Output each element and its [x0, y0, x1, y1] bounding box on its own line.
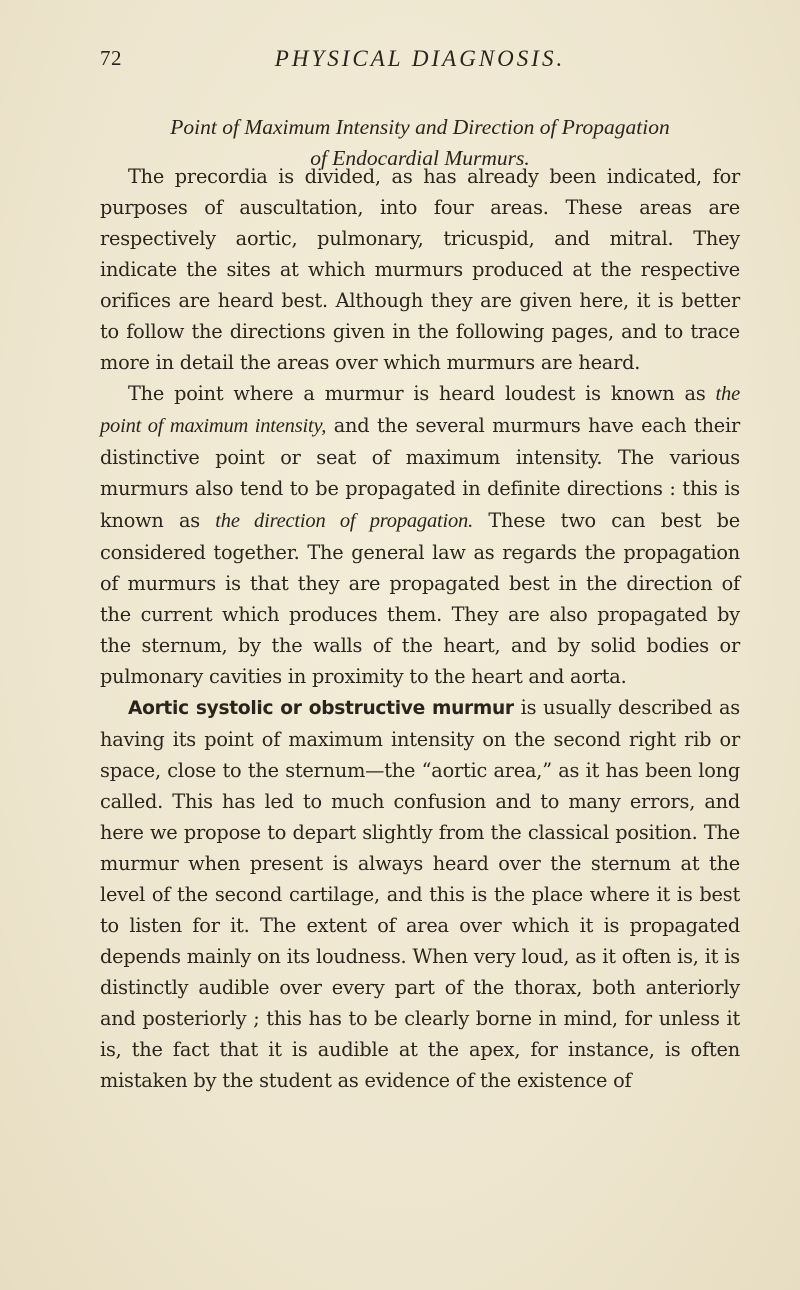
- paragraph-2-text-c: These two can best be considered together. The general law as regards the propagation of murmurs is that they are propagated best in the direction of the current which produces them. They are also propagated by the sternum, by the walls of the heart, and by solid bodies or pulmonary cavities in proximity to the heart and aorta.: [100, 508, 740, 688]
- term-point-of-maximum-intensity: the point of maximum intensity,: [100, 383, 740, 438]
- section-heading-line-2: of Endocardial Murmurs.: [310, 146, 530, 170]
- paragraph-1: The precordia is divided, as has already been indicated, for purposes of auscultation, into four areas. These areas are respectively aortic, pulmonary, tricuspid, and mitral. They indicate the sites at which murmurs produced at the respective orifices are heard best. Although they are given here, it is better to follow the directions given in the following pages, and to trace more in detail the areas over which murmurs are heard.: [100, 165, 740, 375]
- running-head: PHYSICAL DIAGNOSIS.: [274, 46, 566, 71]
- paragraph-2-text-b: and the several murmurs have each their distinctive point or seat of maximum intensity. The various murmurs also tend to be propagated in definite directions : this is known as: [100, 414, 740, 532]
- page-number: 72: [100, 46, 122, 70]
- section-heading-line-1: Point of Maximum Intensity and Direction of Propagation: [170, 115, 670, 139]
- paragraph-3-text: is usually described as having its point of maximum intensity on the second right rib or space, close to the sternum—the “aortic area,” as it has been long called. This has led to much confusion and to many errors, and here we propose to depart slightly from the classical position. The murmur when present is always heard over the sternum at the level of the second cartilage, and this is the place where it is best to listen for it. The extent of area over which it is propagated depends mainly on its loudness. When very loud, as it often is, it is distinctly audible over every part of the thorax, both anteriorly and posteriorly ; this has to be clearly borne in mind, for unless it is, the fact that it is audible at the apex, for instance, is often mistaken by the student as evidence of the existence of: [100, 695, 740, 1093]
- paragraph-3: [100, 692, 740, 1097]
- paragraph-2-text-a: The point where a murmur is heard loudest is known as: [128, 382, 716, 406]
- page-header: [100, 46, 740, 80]
- term-aortic-systolic-murmur: Aortic systolic or obstructive murmur: [128, 697, 514, 719]
- paragraph-2: [100, 378, 740, 691]
- term-direction-of-propagation: the direction of propagation.: [215, 509, 474, 532]
- body-text: [100, 161, 740, 1096]
